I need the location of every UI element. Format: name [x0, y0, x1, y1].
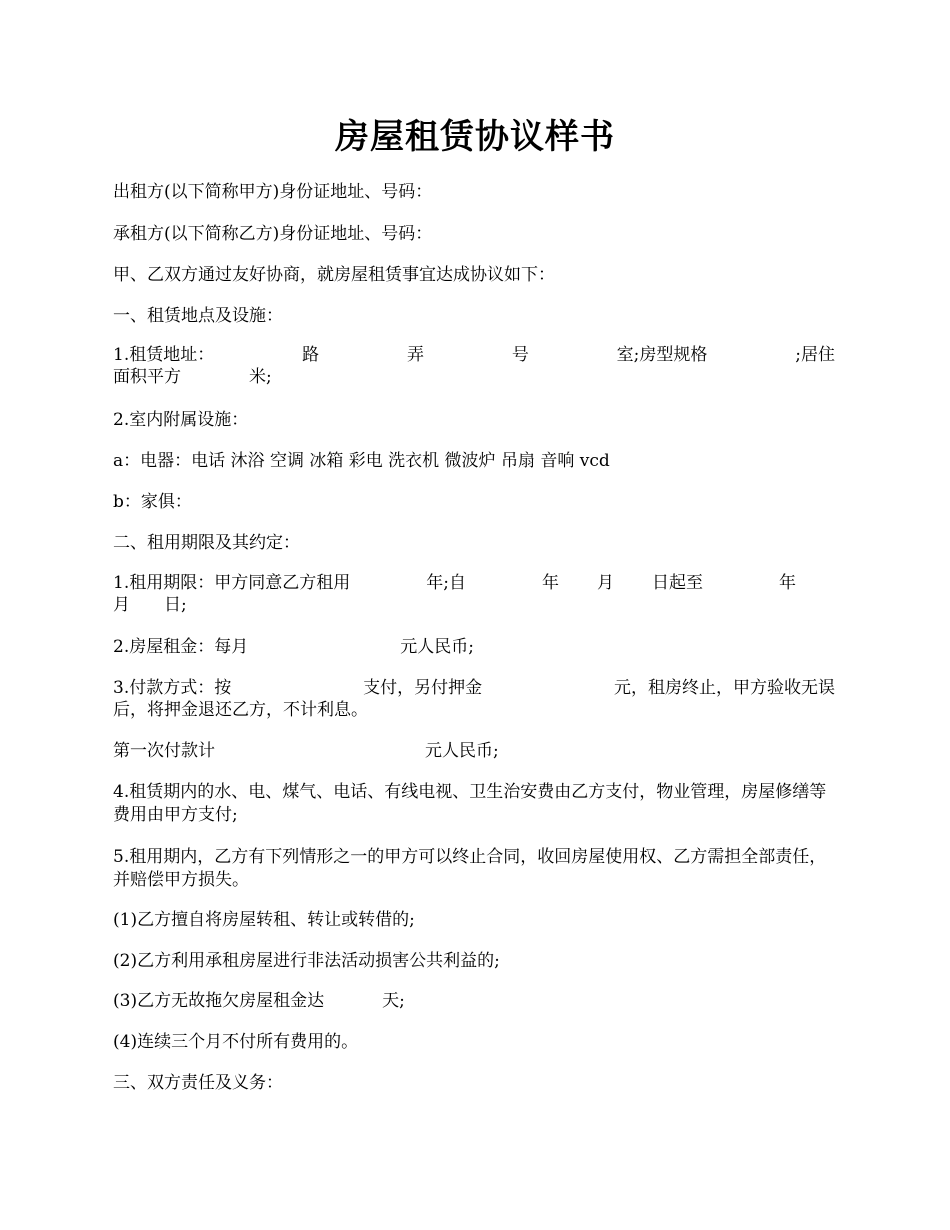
lane-label: 弄	[406, 345, 424, 365]
start-year-label: 年	[541, 573, 559, 593]
area-line: 面积平方 米;	[113, 367, 272, 387]
first-payment-currency: 元人民币;	[425, 741, 499, 761]
start-month-label: 月	[596, 573, 614, 593]
lessee-line: 承租方(以下简称乙方)身份证地址、号码：	[113, 224, 433, 244]
rent-clause	[113, 636, 835, 659]
rental-address-clause	[113, 344, 835, 367]
document-title: 房屋租赁协议样书	[335, 117, 615, 157]
lease-term-clause	[113, 572, 835, 595]
lease-term-label: 1.租用期限：甲方同意乙方租用	[113, 573, 351, 593]
road-label: 路	[302, 345, 320, 365]
lessor-line: 出租方(以下简称甲方)身份证地址、号码：	[113, 182, 433, 202]
living-label: ;居住	[795, 345, 835, 365]
days-label: 天;	[382, 991, 405, 1011]
termination-clause: 5.租用期内，乙方有下列情形之一的甲方可以终止合同，收回房屋使用权、乙方需担全部责任，并赔偿甲方损失。	[113, 847, 827, 890]
deposit-label: 支付，另付押金	[363, 678, 483, 698]
section-3-heading: 三、双方责任及义务：	[113, 1073, 283, 1093]
year-from-label: 年;自	[426, 573, 466, 593]
first-payment-line	[113, 740, 835, 763]
section-2-heading: 二、租用期限及其约定：	[113, 533, 300, 553]
section-1-heading: 一、租赁地点及设施：	[113, 306, 283, 326]
furniture-line: b：家俱：	[113, 492, 192, 512]
facilities-heading: 2.室内附属设施：	[113, 410, 249, 430]
rent-arrears-label: (3)乙方无故拖欠房屋租金达	[113, 991, 325, 1011]
rental-address-label: 1.租赁地址：	[113, 345, 215, 365]
room-layout-label: 室;房型规格	[616, 345, 708, 365]
intro-paragraph: 甲、乙双方通过友好协商，就房屋租赁事宜达成协议如下：	[113, 265, 555, 285]
appliances-line: a：电器：电话 沐浴 空调 冰箱 彩电 洗衣机 微波炉 吊扇 音响 vcd	[113, 451, 610, 471]
fees-clause: 4.租赁期内的水、电、煤气、电话、有线电视、卫生治安费由乙方支付，物业管理，房屋修缮等费用由甲方支付;	[113, 782, 827, 825]
start-day-label: 日起至	[651, 573, 703, 593]
deposit-refund-line: 后，将押金退还乙方，不计利息。	[113, 700, 368, 720]
termination-case-3	[113, 990, 835, 1013]
termination-case-2: (2)乙方利用承租房屋进行非法活动损害公共利益的;	[113, 951, 500, 971]
end-date-line: 月 日;	[113, 595, 187, 615]
payment-clause	[113, 677, 835, 700]
rent-currency: 元人民币;	[400, 637, 474, 657]
deposit-return-text: 元，租房终止，甲方验收无误	[613, 678, 835, 698]
rent-label: 2.房屋租金：每月	[113, 637, 249, 657]
end-year-label: 年	[778, 573, 796, 593]
first-payment-label: 第一次付款计	[113, 741, 215, 761]
payment-method-label: 3.付款方式：按	[113, 678, 232, 698]
termination-case-1: (1)乙方擅自将房屋转租、转让或转借的;	[113, 910, 415, 930]
number-label: 号	[511, 345, 529, 365]
termination-case-4: (4)连续三个月不付所有费用的。	[113, 1032, 359, 1052]
